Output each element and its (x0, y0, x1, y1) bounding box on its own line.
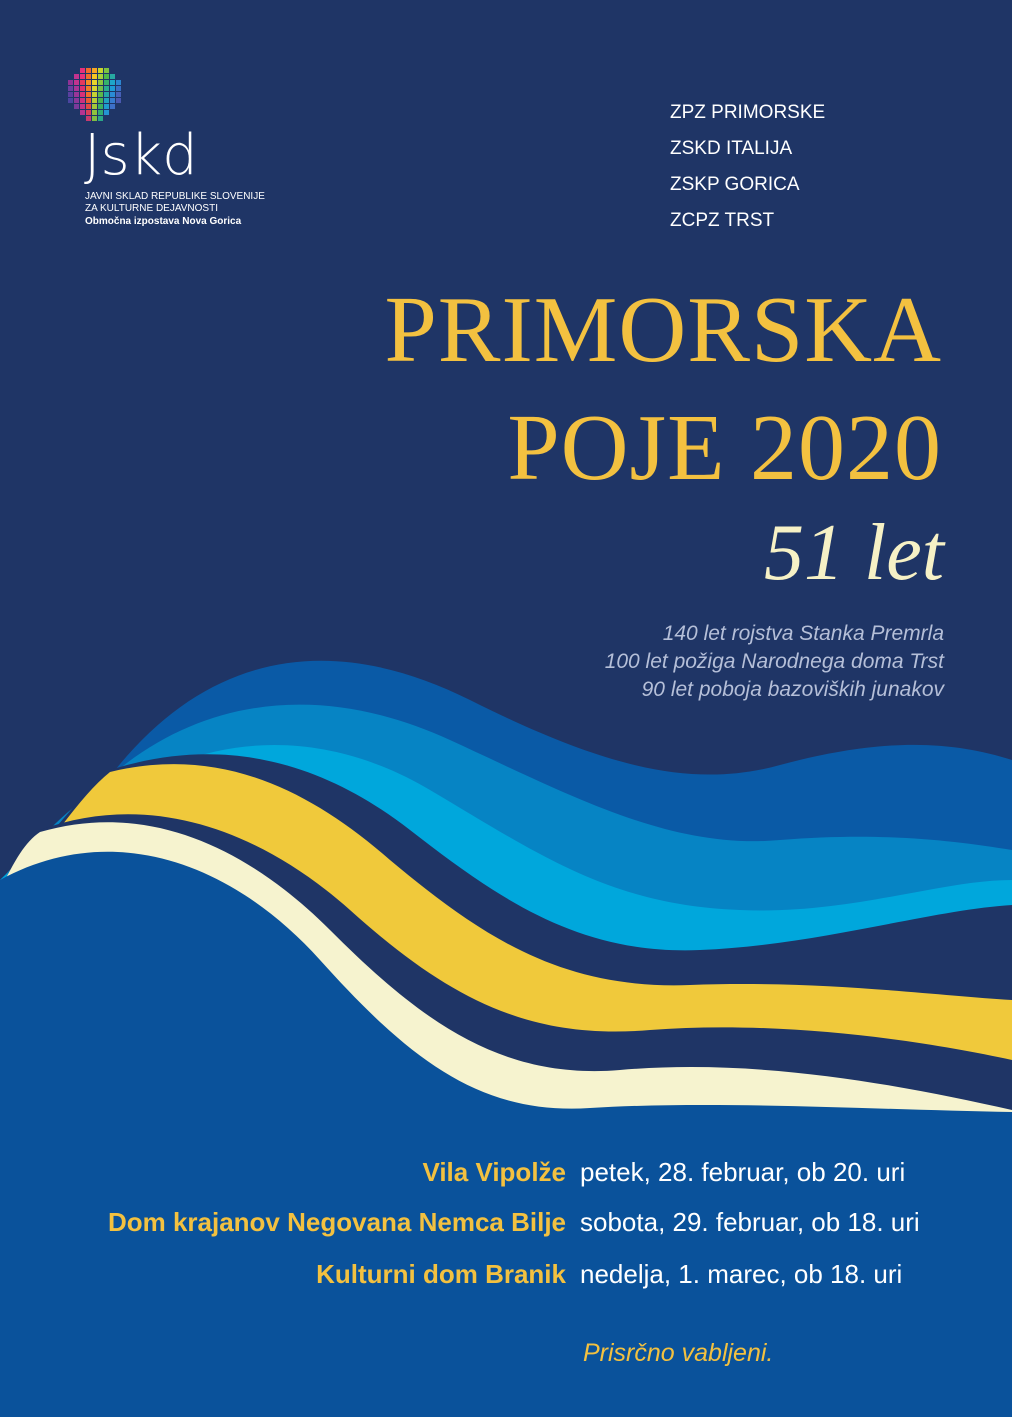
event-datetime: sobota, 29. februar, ob 18. uri (580, 1207, 920, 1237)
organizer-item: ZSKP GORICA (670, 174, 800, 195)
logo-tagline-1: JAVNI SKLAD REPUBLIKE SLOVENIJE (85, 191, 265, 202)
organizer-item: ZSKD ITALIJA (670, 138, 793, 159)
event-venue: Dom krajanov Negovana Nemca Bilje (107, 1207, 566, 1237)
event-row (0, 1252, 1012, 1296)
anniversary-item: 140 let rojstva Stanka Premrla (662, 622, 944, 645)
anniversary-item: 100 let požiga Narodnega doma Trst (604, 650, 944, 673)
invitation-text: Prisrčno vabljeni. (583, 1339, 774, 1367)
title-years: 51 let (764, 509, 944, 597)
logo-tagline-3: Območna izpostava Nova Gorica (85, 216, 242, 227)
logo-wordmark: Jskd (84, 123, 198, 188)
event-row (0, 1150, 1012, 1194)
event-row (0, 1200, 1012, 1244)
title-line-1: PRIMORSKA (384, 278, 942, 382)
organizers-list (670, 100, 825, 244)
anniversaries-list (605, 620, 944, 704)
event-datetime: nedelja, 1. marec, ob 18. uri (580, 1259, 903, 1289)
organizer-item: ZPZ PRIMORSKE (670, 102, 826, 123)
logo-pixel-mark (66, 66, 128, 128)
event-venue: Vila Vipolže (422, 1157, 566, 1187)
event-venue: Kulturni dom Branik (316, 1259, 566, 1289)
anniversary-item: 90 let poboja bazoviških junakov (641, 678, 944, 701)
logo-tagline-2: ZA KULTURNE DEJAVNOSTI (85, 203, 218, 214)
organizer-item: ZCPZ TRST (670, 210, 775, 231)
title-line-2: POJE 2020 (507, 396, 942, 500)
event-datetime: petek, 28. februar, ob 20. uri (580, 1157, 906, 1187)
